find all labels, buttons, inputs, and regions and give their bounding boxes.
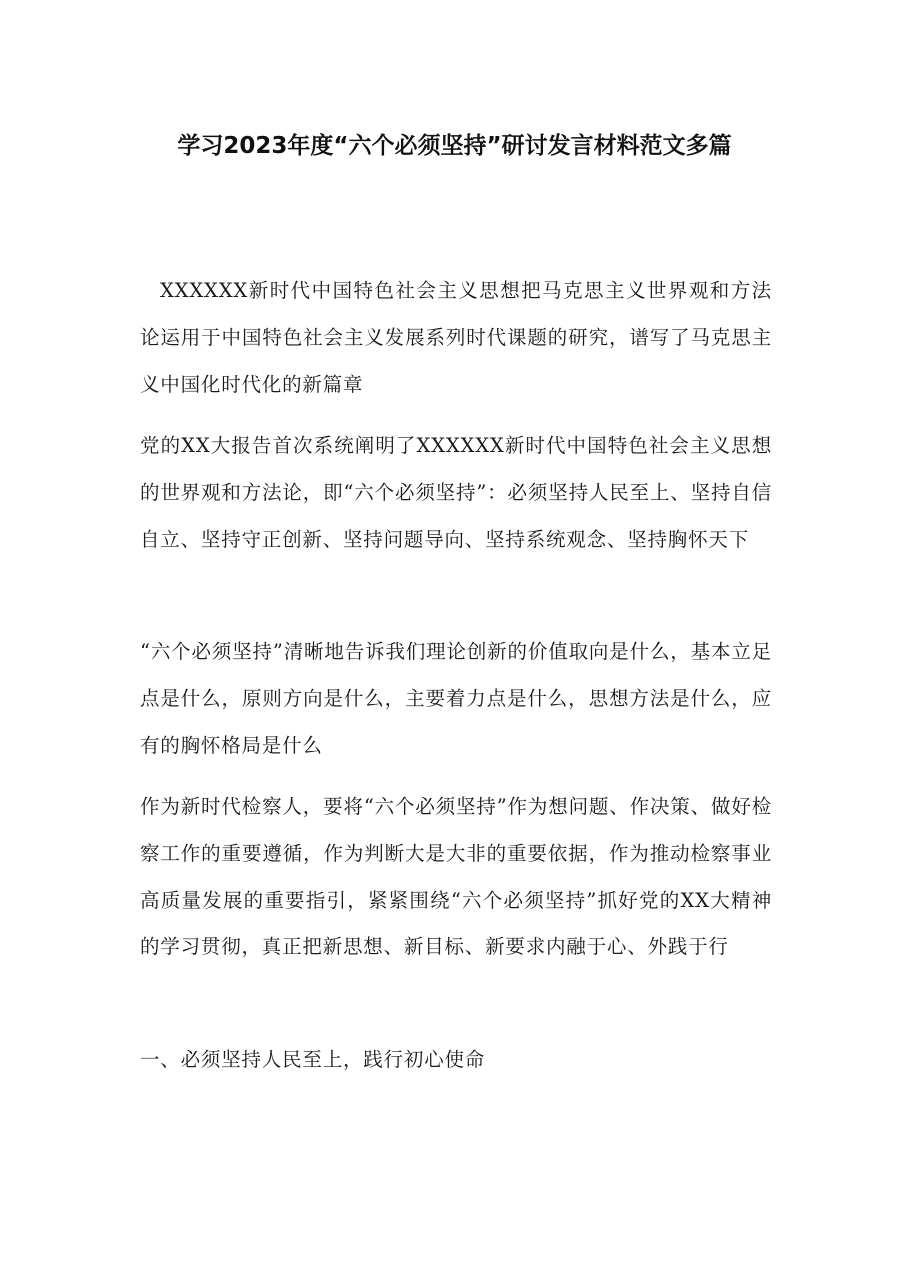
paragraph-intro: XXXXXX新时代中国特色社会主义思想把马克思主义世界观和方法论运用于中国特色社会主义发展系列时代课题的研究，谱写了马克思主义中国化时代化的新篇章 (140, 279, 772, 396)
paragraph-procurator: 作为新时代检察人，要将“六个必须坚持”作为想问题、作决策、做好检察工作的重要遵循，作为判断大是大非的重要依据，作为推动检察事业高质量发展的重要指引，紧紧围绕“六个必须坚持”抓好党的XX大精神的学习贯彻，真正把新思想、新目标、新要求内融于心、外践于行 (140, 795, 772, 959)
document-title: 学习2023年度“六个必须坚持”研讨发言材料范文多篇 (177, 133, 732, 159)
section-heading: 一、必须坚持人民至上，践行初心使命 (140, 1048, 486, 1071)
paragraph-report: 党的XX大报告首次系统阐明了XXXXXX新时代中国特色社会主义思想的世界观和方法论，即“六个必须坚持”：必须坚持人民至上、坚持自信自立、坚持守正创新、坚持问题导向、坚持系统观念、坚持胸怀天下 (140, 434, 772, 551)
paragraph-six-musts: “六个必须坚持”清晰地告诉我们理论创新的价值取向是什么，基本立足点是什么，原则方向是什么，主要着力点是什么，思想方法是什么，应有的胸怀格局是什么 (140, 640, 772, 757)
